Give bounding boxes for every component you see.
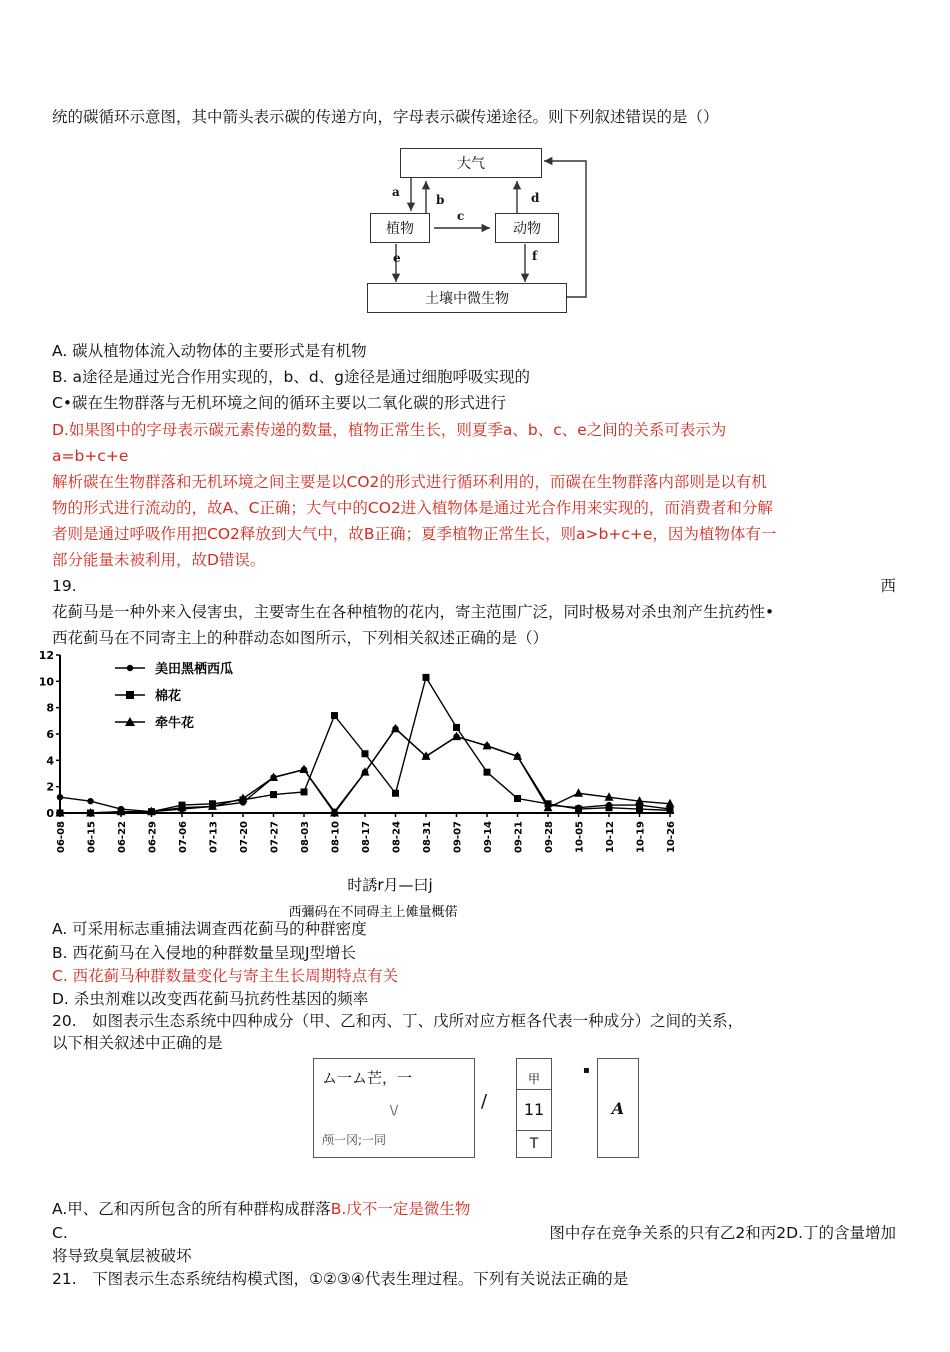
x-tick-label: 09-07 xyxy=(452,821,464,853)
series-2-point xyxy=(575,806,582,813)
x-tick-label: 09-14 xyxy=(483,821,494,853)
small-box-top: 甲 xyxy=(527,1072,540,1086)
q19-option-d: D. 杀虫剂难以改变西花蓟马抗药性基因的频率 xyxy=(52,990,369,1008)
x-tick-label: 10-26 xyxy=(666,821,677,853)
x-tick-label: 06-29 xyxy=(147,821,159,853)
q18-option-a: A. 碳从植物体流入动物体的主要形式是有机物 xyxy=(52,342,367,360)
q19-text-1: 花蓟马是一种外来入侵害虫，主要寄生在各种植物的花内，寄主范围广泛，同时极易对杀虫剂产生抗药性• xyxy=(52,603,775,621)
q18-analysis-4: 部分能量未被利用，故D错误。 xyxy=(52,551,266,569)
series-2-point xyxy=(423,674,430,681)
q19-option-b: B. 西花蓟马在入侵地的种群数量呈现J型增长 xyxy=(52,944,357,962)
x-tick-label: 07-27 xyxy=(269,821,281,853)
x-tick-label: 06-08 xyxy=(56,821,67,853)
legend-marker-1 xyxy=(127,665,133,671)
q19-right-char: 西 xyxy=(880,577,896,595)
q18-option-d: D.如果图中的字母表示碳元素传递的数量，植物正常生长，则夏季a、b、c、e之间的关系可表示为 xyxy=(52,421,727,439)
q19-option-c: C. 西花蓟马种群数量变化与寄主生长周期特点有关 xyxy=(52,967,399,985)
q20-option-a: A.甲、乙和丙所包含的所有种群构成群落 xyxy=(52,1200,331,1218)
series-1-point xyxy=(87,798,93,804)
series-3-point xyxy=(391,724,400,733)
series-2-point xyxy=(606,804,613,811)
series-2-point xyxy=(392,790,399,797)
y-tick-label: 12 xyxy=(38,649,54,662)
series-3-point xyxy=(574,788,583,797)
y-tick-label: 6 xyxy=(46,728,54,741)
q19-text-2: 西花蓟马在不同寄主上的种群动态如图所示，下列相关叙述正确的是（） xyxy=(52,629,549,647)
q20-option-b: B.戊不一定是微生物 xyxy=(330,1200,471,1218)
series-1-point xyxy=(57,794,63,800)
q18-option-b: B. a途径是通过光合作用实现的，b、d、g途径是通过细胞呼吸实现的 xyxy=(52,368,531,386)
x-axis-title: 时誘r月—曰j xyxy=(347,876,433,894)
q21-text: 21. 下图表示生态系统结构模式图，①②③④代表生理过程。下列有关说法正确的是 xyxy=(52,1270,629,1288)
slash-mark: / xyxy=(481,1091,488,1112)
animal-box: 动物 xyxy=(495,213,559,243)
small-box-bottom: T xyxy=(529,1136,539,1152)
q20-option-c-cont: 将导致臭氧层被破坏 xyxy=(52,1247,192,1265)
q19-option-a: A. 可采用标志重捕法调查西花蓟马的种群密度 xyxy=(52,920,367,938)
right-box-label: A xyxy=(611,1098,625,1118)
carbon-cycle-diagram xyxy=(360,145,600,315)
series-2-point xyxy=(331,712,338,719)
x-tick-label: 07-06 xyxy=(178,821,189,853)
y-tick-label: 10 xyxy=(38,675,54,689)
series-2-point xyxy=(514,795,521,802)
legend-label-2: 棉花 xyxy=(155,689,182,704)
x-tick-label: 10-19 xyxy=(635,821,647,853)
q20-line-1: 20. 如图表示生态系统中四种成分（甲、乙和丙、丁、戊所对应方框各代表一种成分）之间的关系， xyxy=(52,1012,744,1030)
q18-option-d-cont: a=b+c+e xyxy=(52,447,129,465)
q20-option-c-right: 图中存在竞争关系的只有乙2和丙2D.丁的含量增加 xyxy=(549,1224,896,1242)
dot-mark: ▪ xyxy=(583,1065,590,1076)
x-tick-label: 06-15 xyxy=(86,821,98,853)
x-tick-label: 09-21 xyxy=(513,821,525,853)
x-tick-label: 08-31 xyxy=(422,821,433,853)
big-box xyxy=(313,1058,475,1158)
label-f: f xyxy=(532,249,538,263)
atmosphere-box: 大气 xyxy=(400,148,542,178)
legend-label-3: 牵牛花 xyxy=(155,716,195,731)
x-tick-label: 08-10 xyxy=(330,821,342,853)
series-2-point xyxy=(484,769,491,776)
label-a: a xyxy=(392,185,400,199)
x-tick-label: 08-03 xyxy=(300,821,311,853)
x-tick-label: 06-22 xyxy=(117,821,128,853)
chart-caption: 西彌码在不同碍主上傩量概偌 xyxy=(288,905,458,920)
small-column xyxy=(516,1058,552,1158)
label-b: b xyxy=(436,193,445,207)
legend-label-1: 美田黑栖西瓜 xyxy=(155,662,234,677)
x-tick-label: 08-17 xyxy=(361,821,372,853)
q18-intro: 统的碳循环示意图，其中箭头表示碳的传递方向，字母表示碳传递途径。则下列叙述错误的是（） xyxy=(52,108,719,126)
soil-microbe-box: 土壤中微生物 xyxy=(367,283,567,313)
q20-figure xyxy=(313,1055,643,1160)
q20-option-c: C. xyxy=(52,1224,68,1242)
big-box-top-text: ム一ム芒，一 xyxy=(322,1069,413,1087)
plant-box: 植物 xyxy=(370,213,430,243)
y-tick-label: 0 xyxy=(46,807,54,820)
q18-analysis-2: 物的形式进行流动的，故A、C正确；大气中的CO2进入植物体是通过光合作用来实现的，而消费者和分解 xyxy=(52,499,773,517)
y-tick-label: 4 xyxy=(46,754,54,768)
series-2-point xyxy=(362,750,369,757)
x-tick-label: 09-28 xyxy=(544,821,555,853)
big-box-mid-text: \/ xyxy=(390,1103,399,1117)
x-tick-label: 10-12 xyxy=(605,821,616,853)
q18-analysis-3: 者则是通过呼吸作用把CO2释放到大气中，故B正确；夏季植物正常生长，则a>b+c+e，因为植物体有一 xyxy=(52,525,777,543)
legend-marker-2 xyxy=(126,691,134,699)
q19-number: 19. xyxy=(52,577,77,595)
x-tick-label: 07-20 xyxy=(239,821,250,853)
label-c: c xyxy=(457,209,465,223)
series-2-point xyxy=(636,806,643,813)
series-2-point xyxy=(667,807,674,814)
series-2-point xyxy=(453,724,460,731)
q18-option-c: C•碳在生物群落与无机环境之间的循环主要以二氧化碳的形式进行 xyxy=(52,394,506,412)
y-tick-label: 8 xyxy=(46,701,54,715)
label-e: e xyxy=(393,251,401,265)
y-tick-label: 2 xyxy=(46,780,54,794)
x-tick-label: 07-13 xyxy=(208,821,220,853)
big-box-bottom-text: 颅一冈;一同 xyxy=(322,1133,387,1147)
x-tick-label: 08-24 xyxy=(391,821,403,853)
label-d: d xyxy=(531,191,540,205)
q18-analysis-1: 解析碳在生物群落和无机环境之间主要是以CO2的形式进行循环利用的，而碳在生物群落内部则是以有机 xyxy=(52,473,767,491)
x-tick-label: 10-05 xyxy=(574,821,586,853)
q20-options-ab xyxy=(52,1198,470,1220)
right-box xyxy=(597,1058,639,1158)
series-3-point xyxy=(300,765,309,774)
small-box-mid: 11 xyxy=(517,1089,551,1131)
series-2-point xyxy=(301,788,308,795)
q20-line-2: 以下相关叙述中正确的是 xyxy=(52,1034,223,1052)
population-line-chart xyxy=(38,648,685,923)
series-2-point xyxy=(270,791,277,798)
